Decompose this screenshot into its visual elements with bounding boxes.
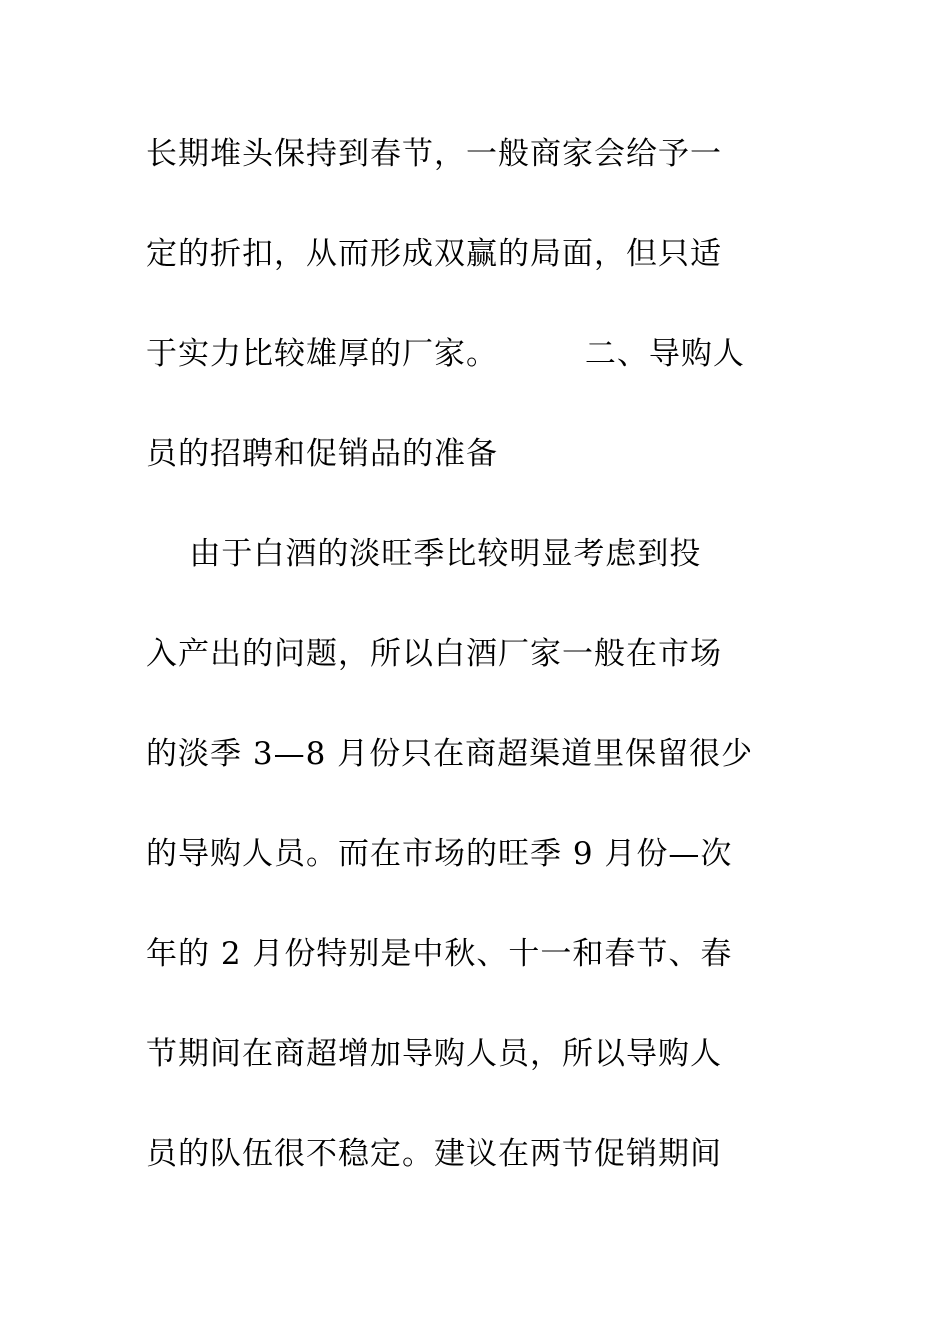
text-line: 的导购人员。而在市场的旺季 9 月份—次	[146, 836, 733, 872]
text-line: 长期堆头保持到春节，一般商家会给予一	[146, 136, 722, 172]
text-line: 员的招聘和促销品的准备	[146, 436, 498, 472]
text-line: 员的队伍很不稳定。建议在两节促销期间	[146, 1136, 722, 1172]
text-line: 年的 2 月份特别是中秋、十一和春节、春	[146, 936, 733, 972]
text-line: 的淡季 3—8 月份只在商超渠道里保留很少	[146, 736, 754, 772]
body-text	[146, 124, 806, 1224]
text-line: 节期间在商超增加导购人员，所以导购人	[146, 1036, 722, 1072]
text-line: 由于白酒的淡旺季比较明显考虑到投	[146, 536, 702, 572]
text-line: 入产出的问题，所以白酒厂家一般在市场	[146, 636, 722, 672]
text-line: 于实力比较雄厚的厂家。 二、导购人	[146, 336, 745, 372]
text-line: 定的折扣，从而形成双赢的局面，但只适	[146, 236, 722, 272]
